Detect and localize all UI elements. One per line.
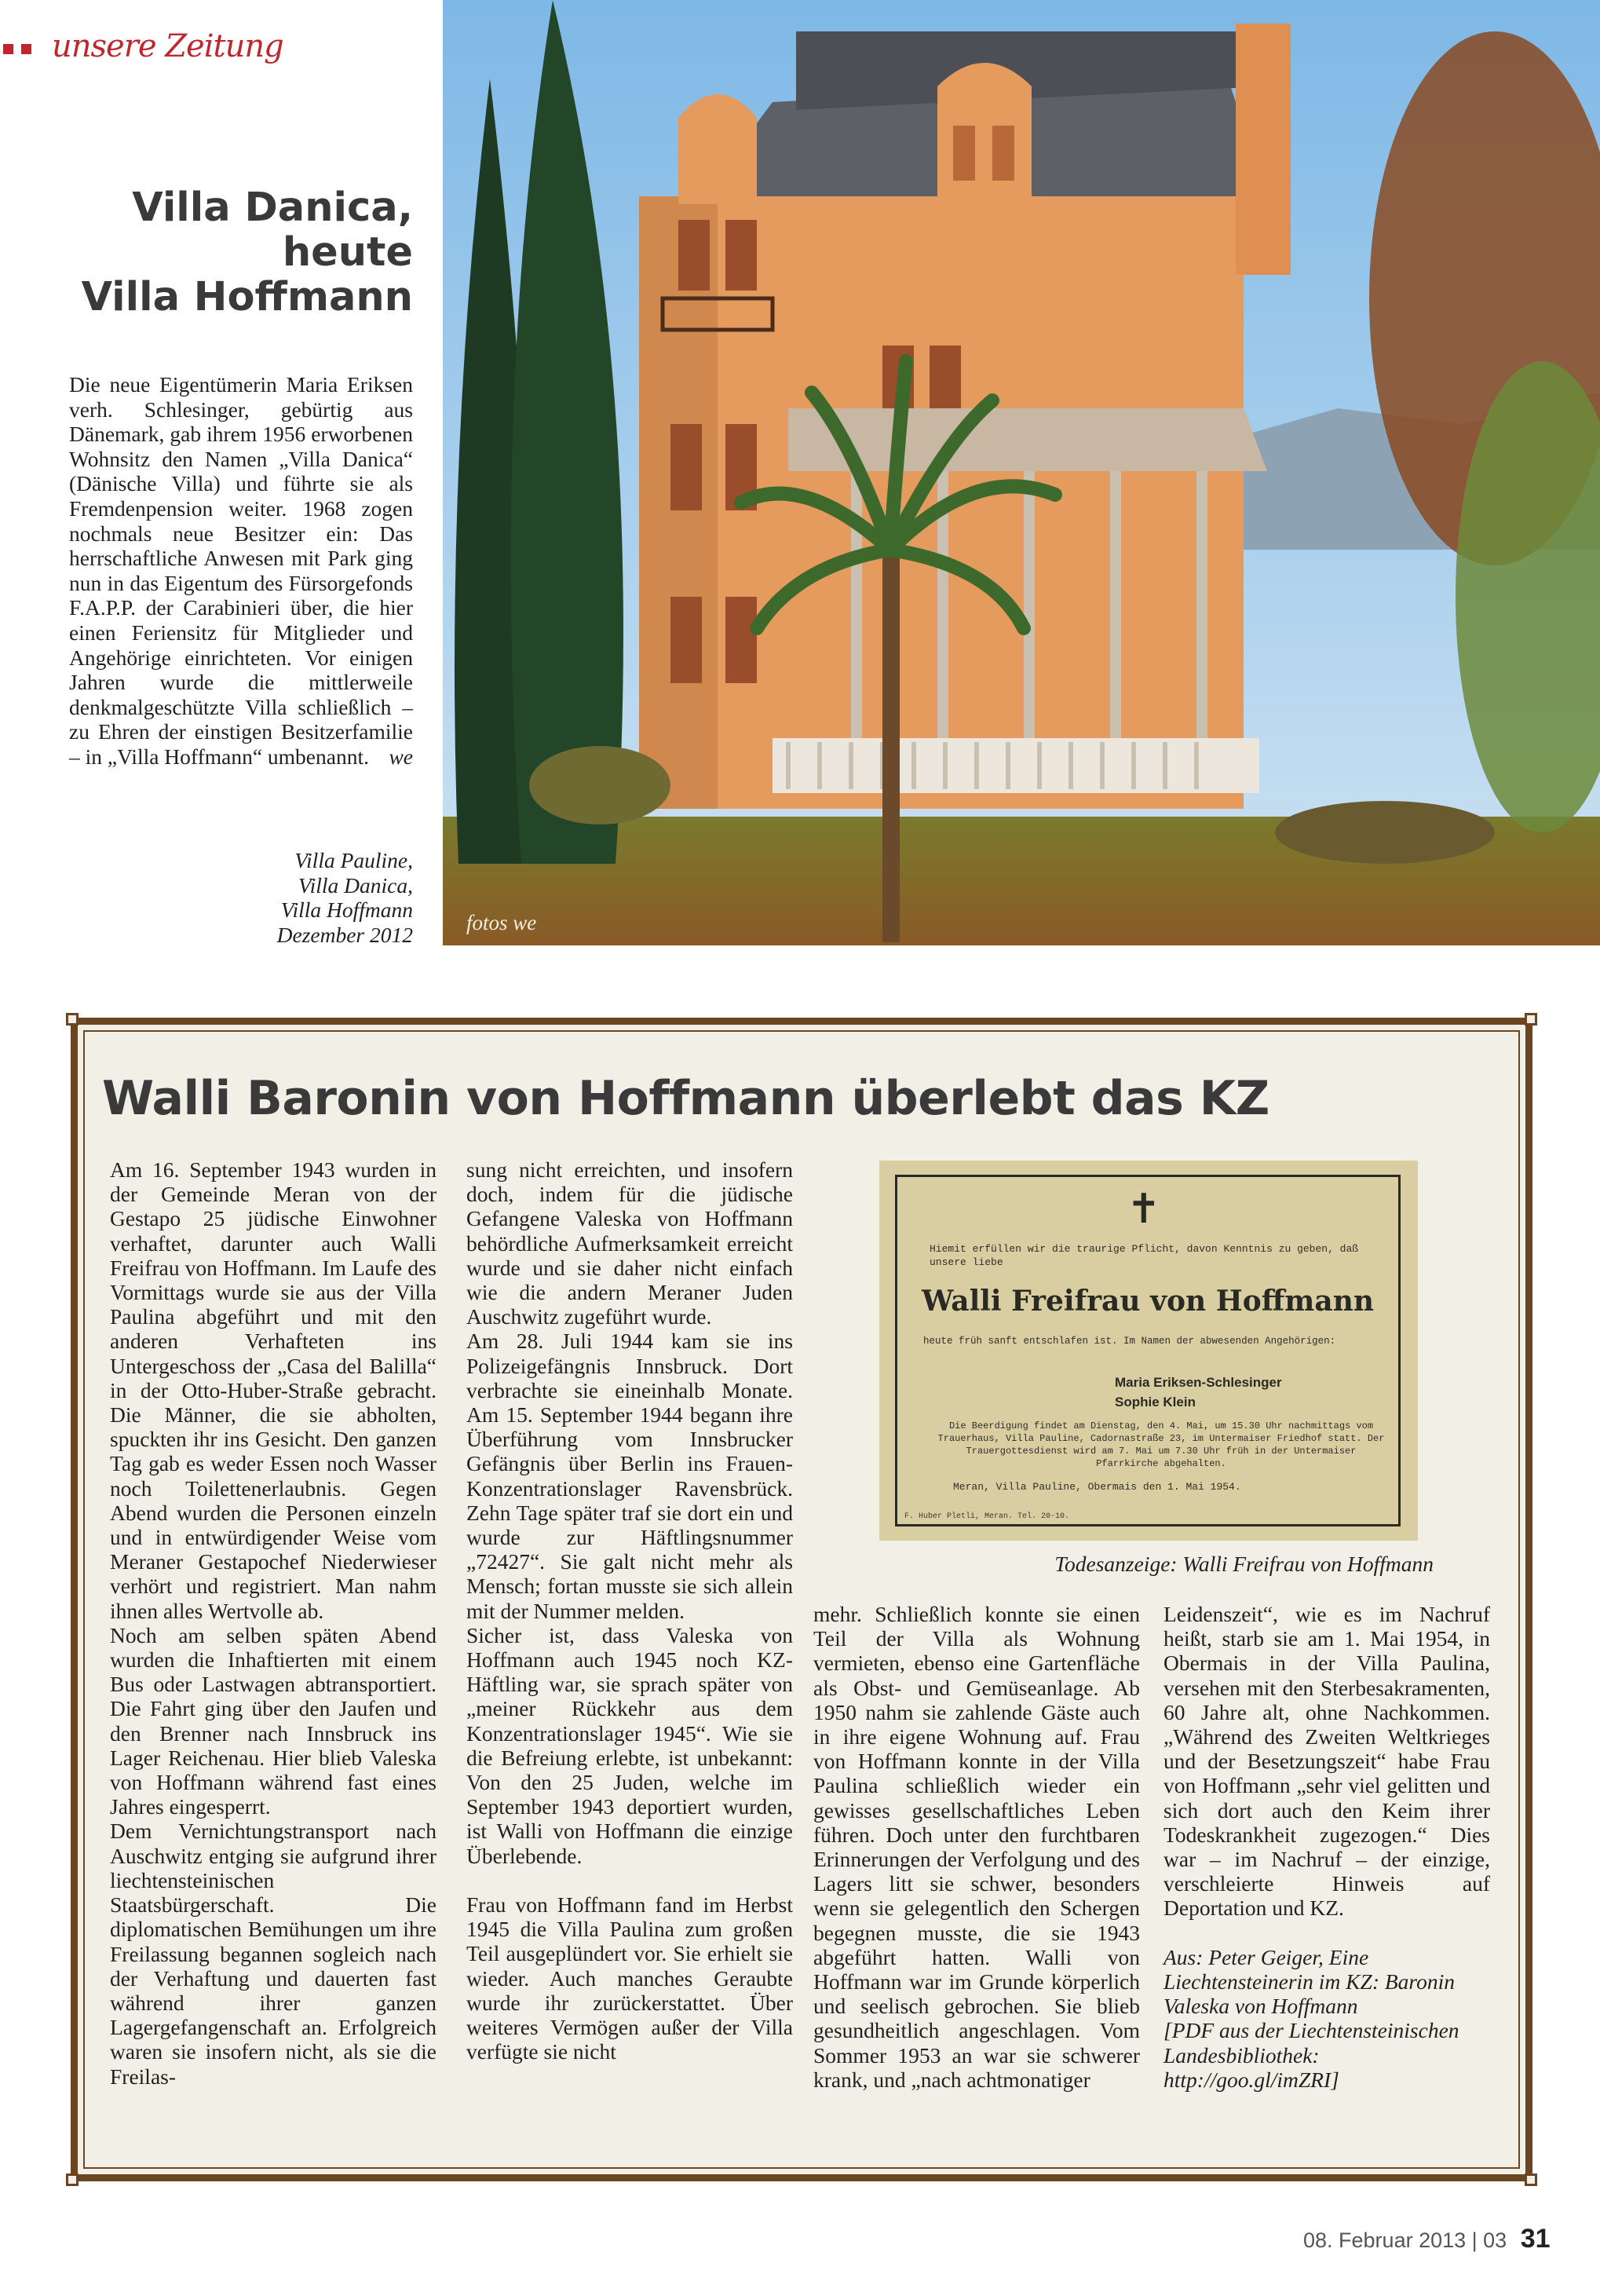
paragraph: Am 16. September 1943 wurden in der Gemeinde Meran von der Gestapo 25 jüdische Einwohner verhaftet, darunter auch Walli Freifrau von Hoffmann. Im Laufe des Vormittags wurde sie aus der Villa Paulina abgeführt und mit den anderen Verhafteten ins Untergeschoss der „Casa del Balilla“ in der Otto-Huber-Straße gebracht. Die Männer, die sie abholten, spuckten ihr ins Gesicht. Den ganzen Tag gab es weder Essen noch Wasser noch Toilettenerlaubnis. Gegen Abend wurden die Personen einzeln und in entwürdigender Weise vom Meraner Gestapochef Niederwieser verhört und registriert. Man nahm ihnen alles Wertvolle ab. [110,1157,437,1623]
publication-logo: unsere Zeitung [52,28,283,64]
caption-line: Dezember 2012 [276,922,413,947]
source-line: http://goo.gl/imZRI] [1163,2067,1339,2092]
article2-column-2 [466,1157,793,2064]
source-line: [PDF aus der Liechtensteinischen Landesbibliothek: [1163,2018,1459,2067]
paragraph: sung nicht erreichten, und insofern doch, indem für die jüdische Gefangene Valeska von Hoffmann behördliche Aufmerksamkeit erreicht wurde und sie daher nicht einfach wie die andern Meraner Juden Auschwitz zugeführt wurde. [466,1157,793,1329]
article1-body [69,372,413,770]
frame-corner [66,1013,79,1026]
obituary-line: heute früh sanft entschlafen ist. Im Namen der abwesenden Angehörigen: [923,1336,1336,1347]
paragraph: Noch am selben späten Abend wurden die Inhaftierten mit einem Bus oder Lastwagen abtransportiert. Die Fahrt ging über den Jaufen und den Brenner nach Innsbruck ins Lager Reichenau. Hier blieb Valeska von Hoffmann während fast eines Jahres eingesperrt. [110,1622,437,1819]
paragraph: mehr. Schließlich konnte sie einen Teil der Villa als Wohnung vermieten, ebenso eine Gartenfläche als Obst- und Gemüseanlage. Ab 1950 nahm sie zahlende Gäste auch in ihre eigene Wohnung auf. Frau von Hoffmann konnte in der Villa Paulina schließlich wieder ein gewisses gesellschaftliches Leben führen. Doch unter den furchtbaren Erinnerungen der Verfolgung und des Lagers litt sie schwer, besonders wenn sie gelegentlich den Schergen begegnen musste, die sie 1943 abgeführt hatten. Walli von Hoffmann war im Grunde körperlich und seelisch gebrochen. Sie blieb gesundheitlich angeschlagen. Vom Sommer 1953 an war sie schwerer krank, und „nach achtmonatiger [813,1602,1140,2092]
family-member: Maria Eriksen-Schlesinger [1115,1375,1282,1390]
villa-photo [443,0,1600,945]
frame-corner [1525,1013,1537,1026]
obituary-family [895,1373,1401,1412]
caption-line: Villa Pauline, [294,848,413,872]
obituary-intro: Hiemit erfüllen wir die traurige Pflicht, davon Kenntnis zu geben, daß unsere liebe [930,1243,1359,1268]
article2-column-1 [110,1157,437,2089]
article1-text: Die neue Eigentümerin Maria Eriksen verh. Schlesinger, gebürtig aus Dänemark, gab ihrem 1956 erworbenen Wohnsitz den Namen „Villa Danica“ (Dänische Villa) und führte sie als Fremdenpension weiter. 1968 zogen nochmals neue Besitzer ein: Das herrschaftliche Anwesen mit Park ging nun in das Eigentum des Fürsorgefonds F.A.P.P. der Carabinieri über, die hier einen Feriensitz für Mitglieder und Angehörige einrichteten. Vor einigen Jahren wurde die mittlerweile denkmalgeschützte Villa schließlich – zu Ehren der einstigen Besitzerfamilie – in „Villa Hoffmann“ umbenannt. [69,372,413,769]
article2-column-3 [813,1602,1140,2092]
paragraph: Am 28. Juli 1944 kam sie ins Polizeigefängnis Innsbruck. Dort verbrachte sie eineinhalb Monate. Am 15. September 1944 begann ihre Überführung vom Innsbrucker Gefängnis über Berlin ins Frauen-Konzentrationslager Ravensbrück. Zehn Tage später traf sie dort ein und wurde zur Häftlingsnummer „72427“. Sie galt nicht mehr als Mensch; fortan musste sie sich allein mit der Nummer melden. [466,1329,793,1623]
issue-date: 08. Februar 2013 | 03 [1303,2228,1507,2252]
photo-credit: fotos we [466,911,537,934]
caption-line: Villa Danica, [298,872,413,898]
paragraph: Dem Vernichtungstransport nach Auschwitz entging sie aufgrund ihrer liechtensteinischen Staatsbürgerschaft. Die diplomatischen Bemühungen um ihre Freilassung begannen sogleich nach der Verhaftung und dauerten fast während ihrer ganzen Lagergefangenschaft an. Erfolgreich waren sie insofern nicht, als sie die Freilas- [110,1819,437,2089]
caption-line: Villa Hoffmann [280,898,413,923]
source-note [1163,1945,1490,2092]
article1-title-line: Villa Hoffmann [81,274,413,320]
frame-corner [1525,2174,1537,2186]
article1-title-line: heute [282,229,413,276]
article2-title: Walli Baronin von Hoffmann überlebt das KZ [102,1071,1269,1126]
paragraph: Frau von Hoffmann fand im Herbst 1945 die Villa Paulina zum großen Teil ausgeplündert vor. Sie erhielt sie wieder. Auch manches Geraubte wurde ihr zurückerstattet. Über weiteres Vermögen außer der Villa verfügte sie nicht [466,1892,793,2064]
cross-icon: ✝ [1127,1186,1161,1233]
obituary-place-date: Meran, Villa Pauline, Obermais den 1. Mai 1954. [953,1481,1241,1493]
frame-corner [66,2174,79,2186]
paragraph: Sicher ist, dass Valeska von Hoffmann auch 1945 noch KZ-Häftling war, sie sprach später von „meiner Rückkehr aus dem Konzentrationslager 1945“. Wie sie die Befreiung erlebte, ist unbekannt: Von den 25 Juden, welche im September 1943 deportiert wurden, ist Walli von Hoffmann die einzige Überlebende. [466,1622,793,1868]
obituary-name: Walli Freifrau von Hoffmann [921,1285,1375,1318]
page-number: 31 [1520,2224,1551,2254]
article2-column-4 [1163,1602,1490,2092]
page-footer [1303,2224,1551,2254]
header-marks [3,44,31,54]
obituary-printer: F. Huber Pletli, Meran. Tel. 20-10. [904,1512,1070,1521]
source-line: Aus: Peter Geiger, Eine Liechtensteinerin im KZ: Baronin Valeska von Hoffmann [1163,1944,1455,2019]
article1-title [47,185,413,320]
paragraph: Leidenszeit“, wie es im Nachruf heißt, starb sie am 1. Mai 1954, in Obermais in der Villa Paulina, versehen mit den Sterbesakramenten, 60 Jahre alt, ohne Nachkommen. „Während des Zweiten Weltkrieges und der Besetzungszeit“ habe Frau von Hoffmann „sehr viel gelitten und sich dort auch den Keim ihrer Todeskrankheit zugezogen.“ Dies war – im Nachruf – der einzige, verschleierte Hinweis auf Deportation und KZ. [1163,1602,1490,1921]
article1-signature: we [389,744,413,769]
obituary-details: Die Beerdigung findet am Dienstag, den 4. Mai, um 15.30 Uhr nachmittags vom Trauerhaus, Villa Pauline, Cadornastraße 23, im Untermaiser Friedhof statt. Der Trauergottesdienst wird am 7. Mai um 7.30 Uhr früh in der Untermaiser Pfarrkirche abgehalten. [937,1420,1385,1469]
obituary-caption: Todesanzeige: Walli Freifrau von Hoffmann [1054,1552,1434,1576]
family-member: Sophie Klein [1115,1395,1196,1409]
photo-caption [157,848,413,947]
article1-title-line: Villa Danica, [132,185,413,231]
